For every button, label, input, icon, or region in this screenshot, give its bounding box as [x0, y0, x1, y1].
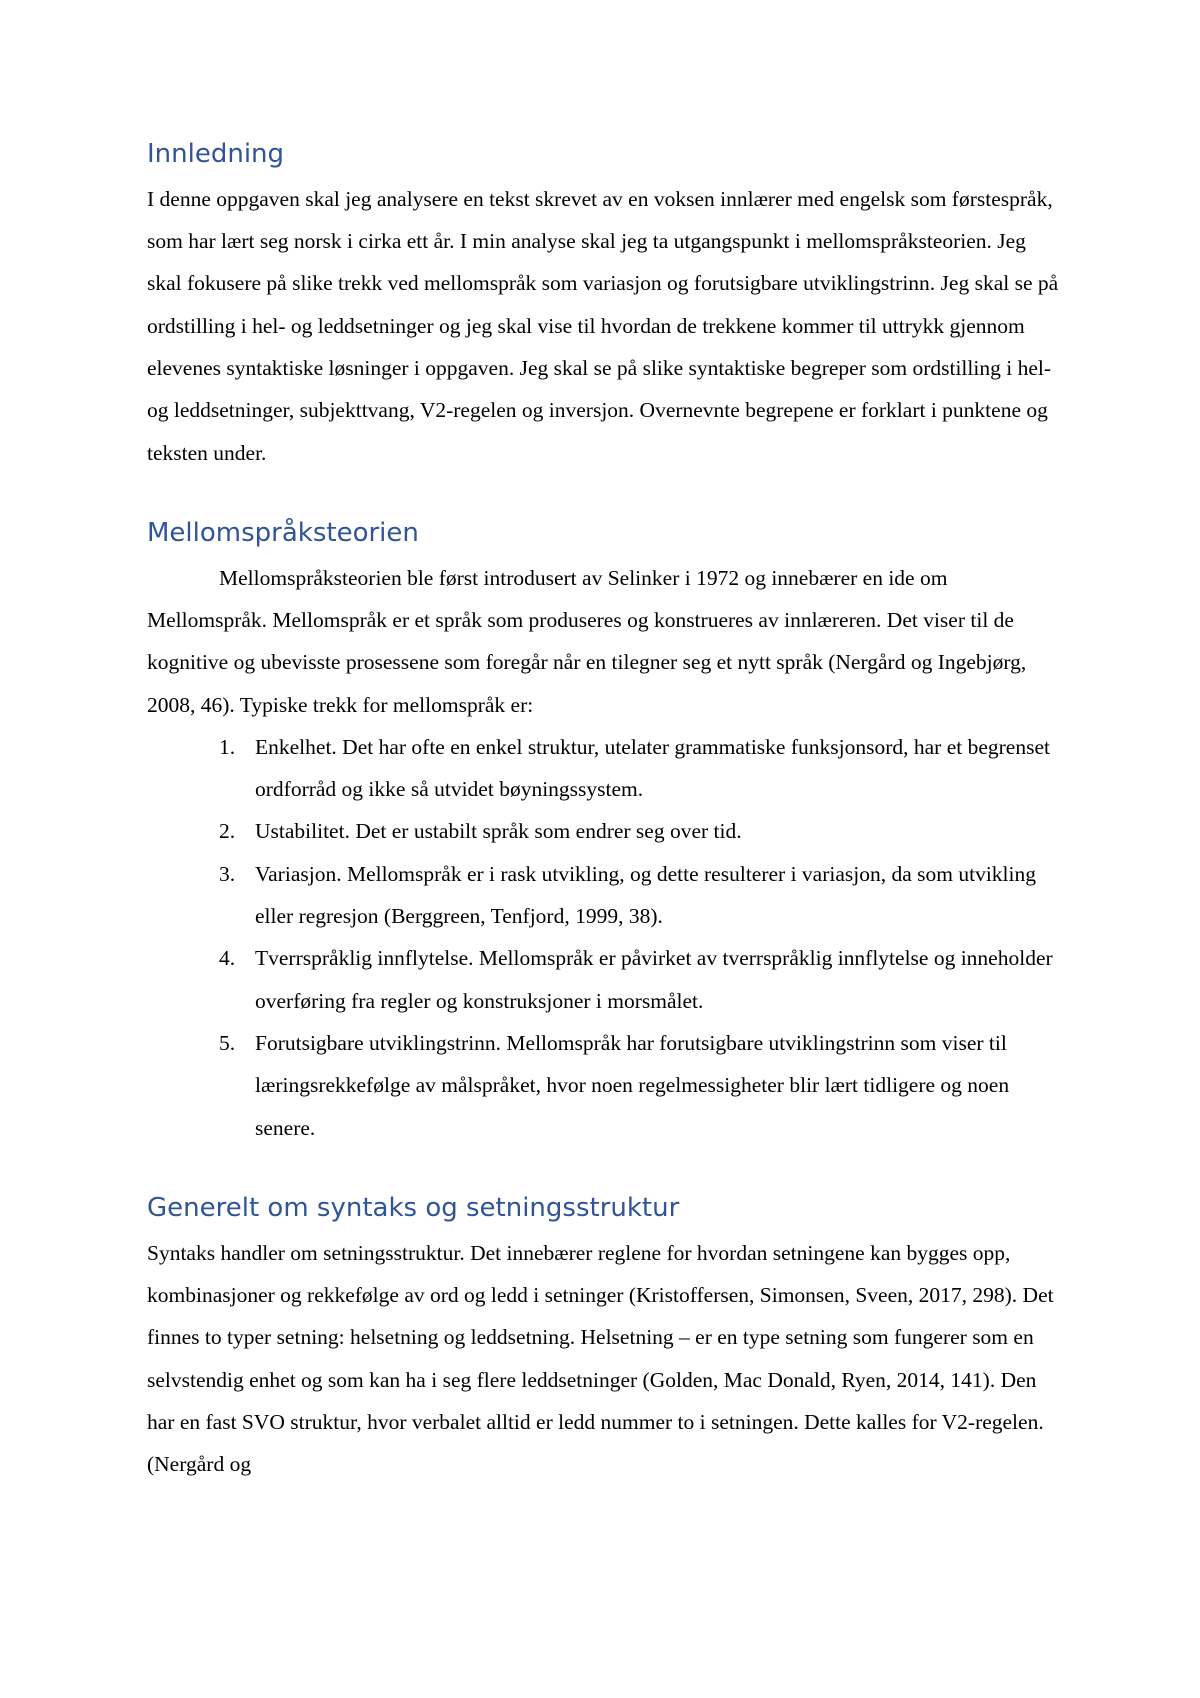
section-gap — [147, 474, 1062, 517]
list-text: Tverrspråklig innflytelse. Mellomspråk er påvirket av tverrspråklig innflytelse og inneholder overføring fra regler og konstruksjoner i morsmålet. — [255, 946, 1053, 1013]
list-number: 5. — [219, 1030, 236, 1055]
section-gap — [147, 1149, 1062, 1192]
list-text: Variasjon. Mellomspråk er i rask utvikling, og dette resulterer i variasjon, da som utvikling eller regresjon (Berggreen, Tenfjord, 1999, 38). — [255, 861, 1037, 929]
list-item — [147, 1022, 1062, 1149]
list-text: Forutsigbare utviklingstrinn. Mellomspråk har forutsigbare utviklingstrinn som viser til læringsrekkefølge av målspråket, hvor noen regelmessigheter blir lært tidligere og noen senere. — [255, 1030, 1010, 1140]
features-list — [147, 726, 1062, 1149]
list-number: 1. — [219, 734, 236, 759]
list-item — [147, 853, 1062, 938]
paragraph-innledning: I denne oppgaven skal jeg analysere en tekst skrevet av en voksen innlærer med engelsk som førstespråk, som har lært seg norsk i cirka ett år. I min analyse skal jeg ta utgangspunkt i mellomspråksteorien. Jeg skal fokusere på slike trekk ved mellomspråk som variasjon og forutsigbare utviklingstrinn. Jeg skal se på ordstilling i hel- og leddsetninger og jeg skal vise til hvordan de trekkene kommer til uttrykk gjennom elevenes syntaktiske løsninger i oppgaven. Jeg skal se på slike syntaktiske begreper som ordstilling i hel- og leddsetninger, subjekttvang, V2-regelen og inversjon. Overnevnte begrepene er forklart i punktene og teksten under. — [147, 186, 1059, 465]
heading-innledning: Innledning — [147, 139, 285, 169]
heading-mellomspraksteorien: Mellomspråksteorien — [147, 517, 419, 548]
list-number: 4. — [219, 946, 236, 971]
heading-syntaks: Generelt om syntaks og setningsstruktur — [147, 1192, 680, 1223]
list-number: 2. — [219, 819, 236, 844]
paragraph-mellomspraksteorien: Mellomspråksteorien ble først introdusert av Selinker i 1972 og innebærer en ide om Mellomspråk. Mellomspråk er et språk som produseres og konstrueres av innlæreren. Det viser til de kognitive og ubevisste prosessene som foregår når en tilegner seg et nytt språk (Nergård og Ingebjørg, 2008, 46). Typiske trekk for mellomspråk er: — [147, 565, 1027, 717]
list-item — [147, 810, 1062, 852]
document-content — [147, 138, 1062, 1485]
list-number: 3. — [219, 861, 236, 886]
list-text: Enkelhet. Det har ofte en enkel struktur, utelater grammatiske funksjonsord, har et begrenset ordforråd og ikke så utvidet bøyningssystem. — [255, 734, 1050, 802]
list-text: Ustabilitet. Det er ustabilt språk som endrer seg over tid. — [255, 819, 742, 844]
list-item — [147, 726, 1062, 811]
list-item — [147, 937, 1062, 1022]
paragraph-syntaks: Syntaks handler om setningsstruktur. Det innebærer reglene for hvordan setningene kan bygges opp, kombinasjoner og rekkefølge av ord og ledd i setninger (Kristoffersen, Simonsen, Sveen, 2017, 298). Det finnes to typer setning: helsetning og leddsetning. Helsetning – er en type setning som fungerer som en selvstendig enhet og som kan ha i seg flere leddsetninger (Golden, Mac Donald, Ryen, 2014, 141). Den har en fast SVO struktur, hvor verbalet alltid er ledd nummer to i setningen. Dette kalles for V2-regelen. (Nergård og — [147, 1240, 1054, 1477]
